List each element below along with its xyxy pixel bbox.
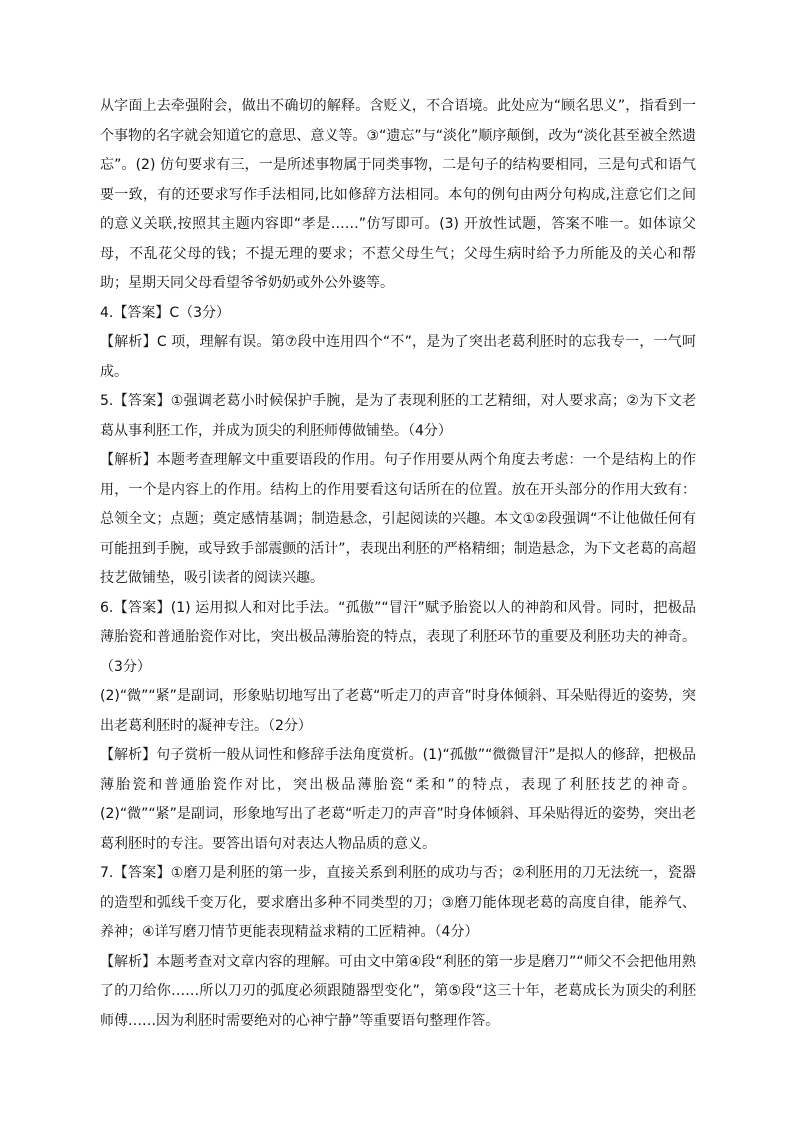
paragraph-answer-6-part-2: (2)“微”“紧”是副词，形象贴切地写出了老葛“听走刀的声音”时身体倾斜、耳朵贴得近的姿势，突出老葛利胚时的凝神专注。（2分） (100, 688, 696, 734)
paragraph-analysis-4: 【解析】C 项，理解有误。第⑦段中连用四个“不”，是为了突出老葛利胚时的忘我专一，一气呵成。 (100, 334, 696, 380)
paragraph-answer-7: 7.【答案】①磨刀是利胚的第一步，直接关系到利胚的成功与否；②利胚用的刀无法统一，瓷器的造型和弧线千变万化，要求磨出多种不同类型的刀；③磨刀能体现老葛的高度自律，能养气、养神；④详写磨刀情节更能表现精益求精的工匠精神。（4分） (100, 865, 696, 940)
paragraph-answer-4: 4.【答案】C（3分） (100, 304, 231, 321)
paragraph-analysis-7: 【解析】本题考查对文章内容的理解。可由文中第④段“利胚的第一步是磨刀”“师父不会把他用熟了的刀给你……所以刀刃的弧度必须跟随器型变化”，第⑤段“这三十年，老葛成长为顶尖的利胚师傅……因为利胚时需要绝对的心神宁静”等重要语句整理作答。 (100, 953, 696, 1029)
paragraph-continuation-analysis-3: 从字面上去牵强附会，做出不确切的解释。含贬义，不合语境。此处应为“顾名思义”，指看到一个事物的名字就会知道它的意思、意义等。③“遗忘”与“淡化”顺序颠倒，改为“淡化甚至被全然遗忘”。(2) 仿句要求有三，一是所述事物属于同类事物，二是句子的结构要相同，三是句式和语气要一致，有的还要求写作手法相同,比如修辞方法相同。本句的例句由两分句构成,注意它们之间的意义关联,按照其主题内容即“孝是……”仿写即可。(3) 开放性试题，答案不唯一。如体谅父母，不乱花父母的钱；不提无理的要求；不惹父母生气；父母生病时给予力所能及的关心和帮助；星期天同父母看望爷爷奶奶或外公外婆等。 (100, 98, 696, 291)
paragraph-answer-6-part-1: 6.【答案】(1) 运用拟人和对比手法。“孤傲”“冒汗”赋予胎瓷以人的神韵和风骨。同时，把极品薄胎瓷和普通胎瓷作对比，突出极品薄胎瓷的特点，表现了利胚环节的重要及利胚功夫的神奇。（3分） (100, 599, 696, 675)
paragraph-analysis-5: 【解析】本题考查理解文中重要语段的作用。句子作用要从两个角度去考虑：一个是结构上的作用，一个是内容上的作用。结构上的作用要看这句话所在的位置。放在开头部分的作用大致有：总领全文；点题；奠定感情基调；制造悬念，引起阅读的兴趣。本文①②段强调“不让他做任何有可能扭到手腕，或导致手部震颤的活计”，表现出利胚的严格精细；制造悬念，为下文老葛的高超技艺做铺垫，吸引读者的阅读兴趣。 (100, 452, 696, 586)
paragraph-analysis-6: 【解析】句子赏析一般从词性和修辞手法角度赏析。(1)“孤傲”“微微冒汗”是拟人的修辞，把极品薄胎瓷和普通胎瓷作对比，突出极品薄胎瓷“柔和”的特点，表现了利胚技艺的神奇。(2)“微”“紧”是副词，形象地写出了老葛“听走刀的声音”时身体倾斜、耳朵贴得近的姿势，突出老葛利胚时的专注。要答出语句对表达人物品质的意义。 (100, 747, 696, 852)
paragraph-answer-5: 5.【答案】①强调老葛小时候保护手腕，是为了表现利胚的工艺精细，对人要求高；②为下文老葛从事利胚工作，并成为顶尖的利胚师傅做铺垫。（4分） (100, 393, 696, 439)
answer-analysis-document (100, 92, 696, 1036)
